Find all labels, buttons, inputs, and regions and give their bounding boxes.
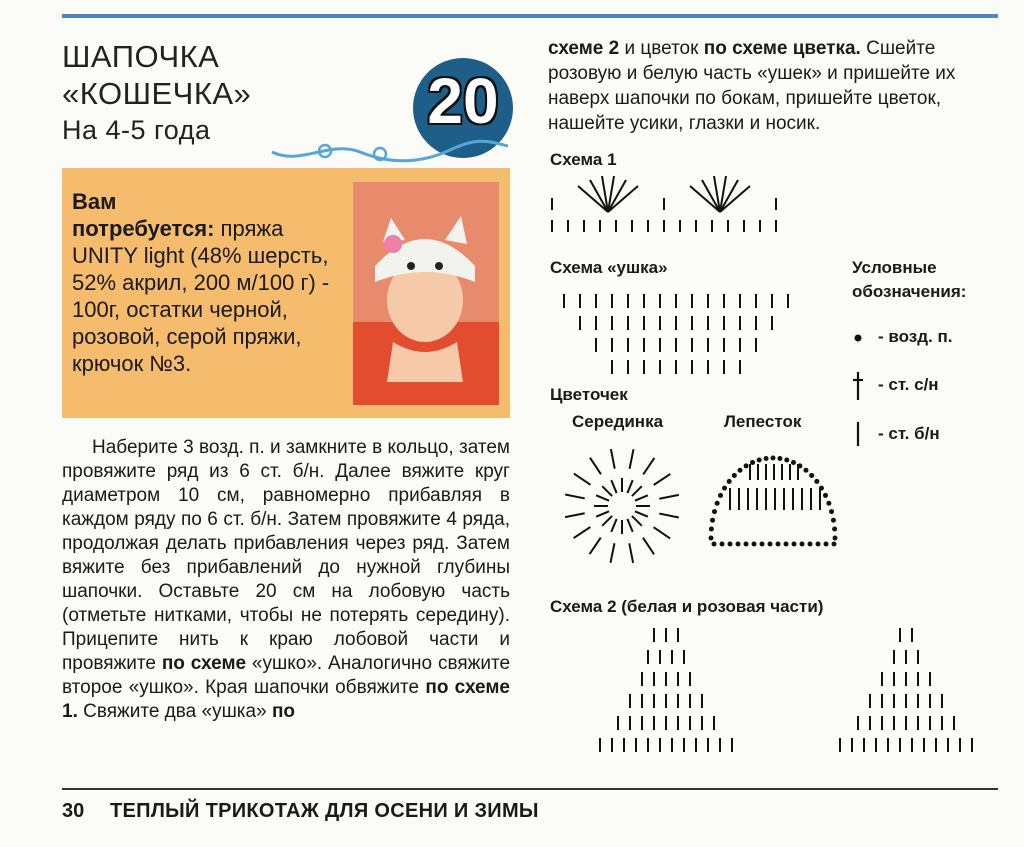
continued-bold-1: схеме 2: [548, 38, 620, 59]
legend-item-dc: - ст. с/н: [878, 375, 939, 394]
materials-lead: Вам: [72, 189, 117, 214]
footer-rule: [62, 788, 998, 790]
materials-lead-2: потребуется:: [72, 216, 215, 241]
instructions-text-3: Свяжите два «ушка»: [77, 701, 272, 722]
instructions-continued: [548, 36, 998, 136]
instructions-paragraph: [62, 436, 510, 724]
ear-scheme-diagram: [560, 292, 800, 376]
legend-item-sc: - ст. б/н: [878, 424, 940, 443]
chain-dot-icon: [855, 335, 862, 342]
flower-label: Цветочек: [550, 385, 628, 404]
instructions-column: [62, 436, 510, 724]
instructions-text-1: Наберите 3 возд. п. и замкните в кольцо, затем провяжите ряд из 6 ст. б/н. Далее вяжите круг диаметром 10 см, равномерно прибавляя в каждом ряду по 6 ст. б/н. Затем провяжите 4 ряда, продолжая делать прибавления через ряд. Затем вяжите без прибавлений до нужной глубины шапочки. Оставьте 20 см на лобовую часть (отметьте нитками, чтобы не потерять середину). Прицепите нить к краю лобовой части и провяжите: [62, 437, 510, 674]
legend-title-2: обозначения:: [852, 282, 967, 301]
badge-number: 20: [427, 65, 499, 137]
page-title: [62, 38, 251, 149]
materials-list: пряжа UNITY light (48% шерсть, 52% акрил, 200 м/100 г) - 100г, остатки черной, розовой, серой пряжи, крючок №3.: [72, 216, 330, 376]
instructions-text-2: «ушко». Аналогично свяжите второе «ушко». Края шапочки обвяжите: [62, 653, 511, 698]
continued-bold-2: по схеме цветка.: [703, 38, 861, 59]
scheme-2-diagram: [560, 624, 996, 760]
continued-text-1: и цветок: [619, 38, 704, 59]
continued-text-2: Сшейте розовую и белую часть «ушек» и пришейте их наверх шапочки по бокам, пришейте цветок, нашейте усики, глазки и носик.: [548, 38, 956, 134]
title-subtitle: На 4-5 года: [62, 115, 211, 145]
legend-item-chain: - возд. п.: [878, 327, 953, 346]
materials-text: [72, 188, 347, 377]
flower-center-diagram: [556, 440, 688, 572]
legend-symbols: [852, 330, 872, 450]
title-line-2: «КОШЕЧКА»: [62, 76, 252, 111]
scheme-1-diagram: [548, 172, 788, 240]
legend-title-1: Условные: [852, 258, 937, 277]
title-line-1: ШАПОЧКА: [62, 39, 220, 74]
ear-scheme-label: Схема «ушка»: [550, 258, 668, 277]
instructions-bold-2: по схеме 1.: [62, 677, 510, 722]
instructions-bold-1: по схеме: [161, 653, 247, 674]
magazine-section-title: ТЕПЛЫЙ ТРИКОТАЖ ДЛЯ ОСЕНИ И ЗИМЫ: [110, 800, 539, 822]
scheme-1-label: Схема 1: [550, 150, 617, 169]
double-crochet-icon: [853, 372, 863, 400]
top-rule: [62, 14, 998, 18]
page-number: 30: [62, 800, 85, 822]
flower-petal-diagram: [706, 448, 840, 552]
instructions-bold-3: по: [271, 701, 296, 722]
scheme-2-label: Схема 2 (белая и розовая части): [550, 597, 824, 616]
flower-center-label: Серединка: [572, 412, 664, 431]
child-photo: [353, 182, 499, 405]
legend-title: [852, 256, 966, 304]
flower-petal-label: Лепесток: [724, 412, 802, 431]
decorative-thread-icon: [270, 138, 510, 168]
